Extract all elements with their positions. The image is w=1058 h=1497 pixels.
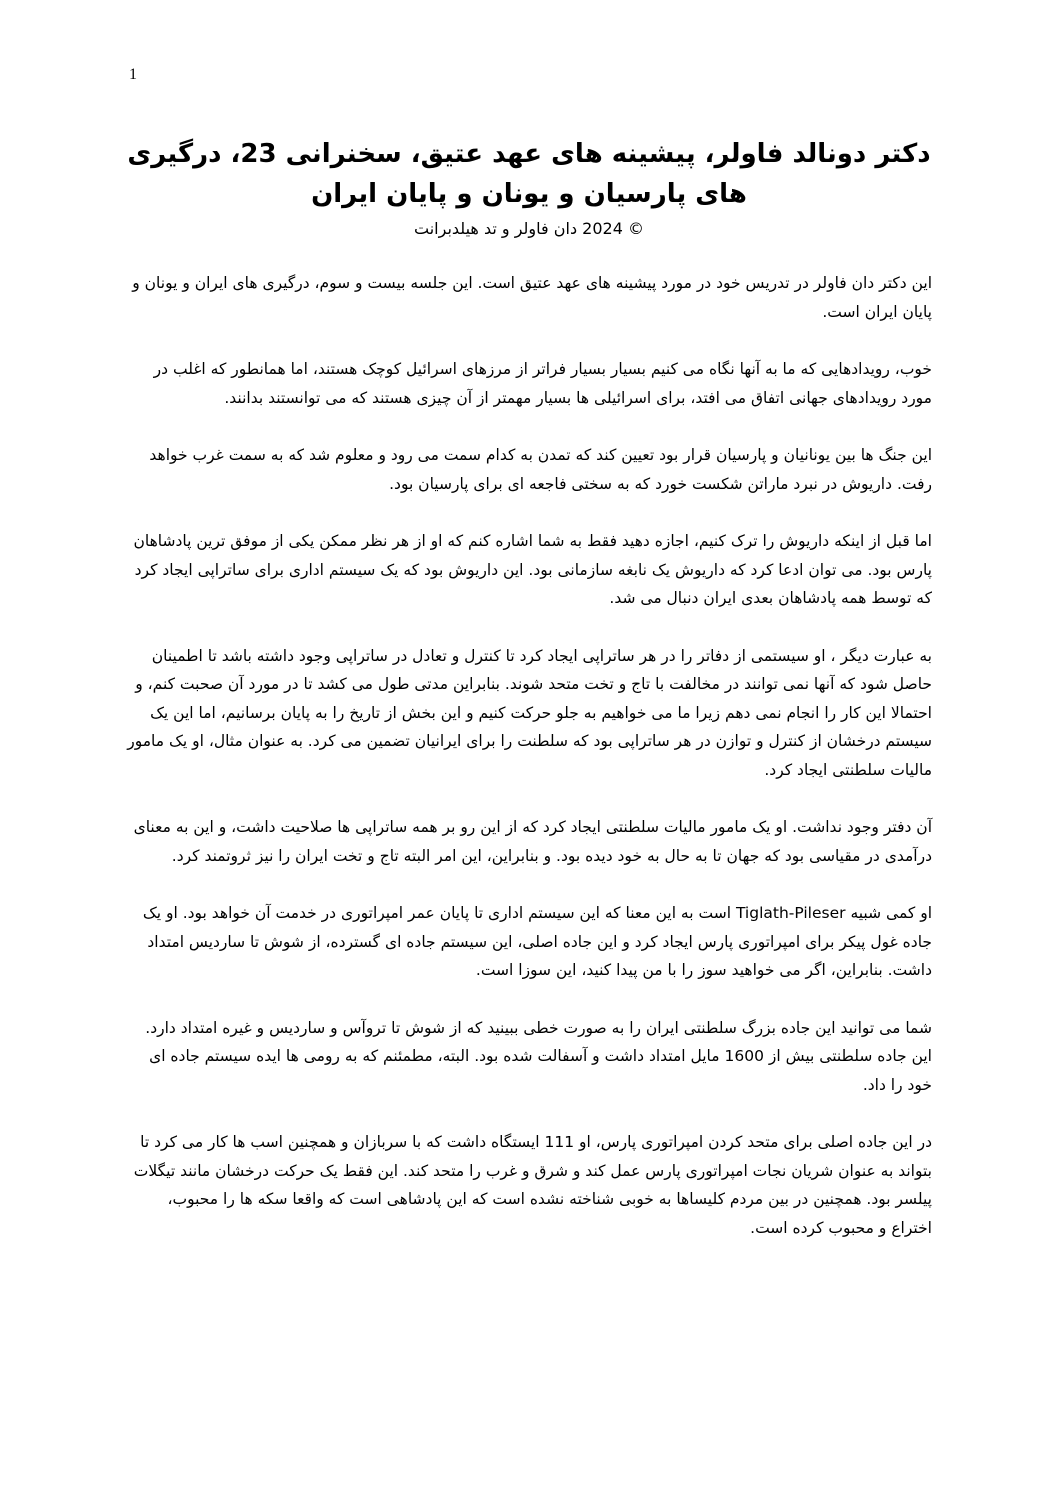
paragraph: شما می توانید این جاده بزرگ سلطنتی ایران را به صورت خطی ببینید که از شوش تا تروآس و ساردیس و غیره امتداد دارد. این جاده سلطنتی بیش از 1600 مایل امتداد داشت و آسفالت شده بود. البته، مطمئنم که به رومی ها ایده سیستم جاده ای خود را داد. [145,1018,932,1094]
copyright-line: © 2024 دان فاولر و تد هیلدبرانت [414,219,644,238]
lecture-body [126,269,932,1271]
latin-name: Tiglath-Pileser [735,904,846,922]
paragraph-text-after: است به این معنا که این سیستم اداری تا پایان عمر امپراتوری در خدمت آن خواهد بود. او یک جاده غول پیکر برای امپراتوری پارس ایجاد کرد و این جاده اصلی، این سیستم جاده ای گسترده، از شوش تا ساردیس امتداد داشت. بنابراین، اگر می خواهید سوز را با من پیدا کنید، این سوزا است. [142,904,932,979]
paragraph: این دکتر دان فاولر در تدریس خود در مورد پیشینه های عهد عتیق است. این جلسه بیست و سوم، درگیری های ایران و یونان و پایان ایران است. [132,274,932,321]
paragraph [126,899,932,985]
page-number: 1 [129,66,137,83]
paragraph: اما قبل از اینکه داریوش را ترک کنیم، اجازه دهید فقط به شما اشاره کنم که او از هر نظر ممکن یکی از موفق ترین پادشاهان پارس بود. می توان ادعا کرد که داریوش یک نابغه سازمانی بود. این داریوش بود که یک سیستم اداری برای ساتراپی ایجاد کرد که توسط همه پادشاهان بعدی ایران دنبال می شد. [133,532,932,607]
paragraph-text-before: او کمی شبیه [845,904,932,922]
paragraph: خوب، رویدادهایی که ما به آنها نگاه می کنیم بسیار بسیار فراتر از مرزهای اسرائیل کوچک هستند، اما همانطور که اغلب در مورد رویدادهای جهانی اتفاق می افتد، برای اسرائیلی ها بسیار مهمتر از آن چیزی هستند که می توانستند بدانند. [153,360,932,407]
paragraph: در این جاده اصلی برای متحد کردن امپراتوری پارس، او 111 ایستگاه داشت که با سربازان و همچنین اسب ها کار می کرد تا بتواند به عنوان شریان نجات امپراتوری پارس عمل کند و شرق و غرب را متحد کند. این فقط یک حرکت درخشان مانند تیگلات پیلسر بود. همچنین در بین مردم کلیساها به خوبی شناخته نشده است که این پادشاهی است که واقعا سکه ها را محبوب، اختراع و محبوب کرده است. [133,1133,932,1237]
page-title: دکتر دونالد فاولر، پیشینه های عهد عتیق، سخنرانی 23، درگیری های پارسیان و یونان و پایان ایران [127,139,931,209]
paragraph: به عبارت دیگر ، او سیستمی از دفاتر را در هر ساتراپی ایجاد کرد تا کنترل و تعادل در ساتراپی وجود داشته باشد تا اطمینان حاصل شود که آنها نمی توانند در مخالفت با تاج و تخت متحد شوند. بنابراین مدتی طول می کشد تا در مورد آن صحبت کنم، و احتمالا این کار را انجام نمی دهم زیرا ما می خواهیم به جلو حرکت کنیم و این بخش از تاریخ را به پایان برسانیم، اما این یک سیستم درخشان از کنترل و توازن در هر ساتراپی بود که سلطنت را برای ایرانیان تضمین می کرد. به عنوان مثال، او یک مامور مالیات سلطنتی ایجاد کرد. [127,646,932,779]
paragraph: آن دفتر وجود نداشت. او یک مامور مالیات سلطنتی ایجاد کرد که از این رو بر همه ساتراپی ها صلاحیت داشت، و این به معنای درآمدی در مقیاسی بود که جهان تا به حال به خود دیده بود. و بنابراین، این امر البته تاج و تخت ایران را نیز ثروتمند کرد. [133,818,932,865]
paragraph: این جنگ ها بین یونانیان و پارسیان قرار بود تعیین کند که تمدن به کدام سمت می رود و معلوم شد که به سمت غرب خواهد رفت. داریوش در نبرد ماراتن شکست خورد که به سختی فاجعه ای برای پارسیان بود. [149,446,932,493]
